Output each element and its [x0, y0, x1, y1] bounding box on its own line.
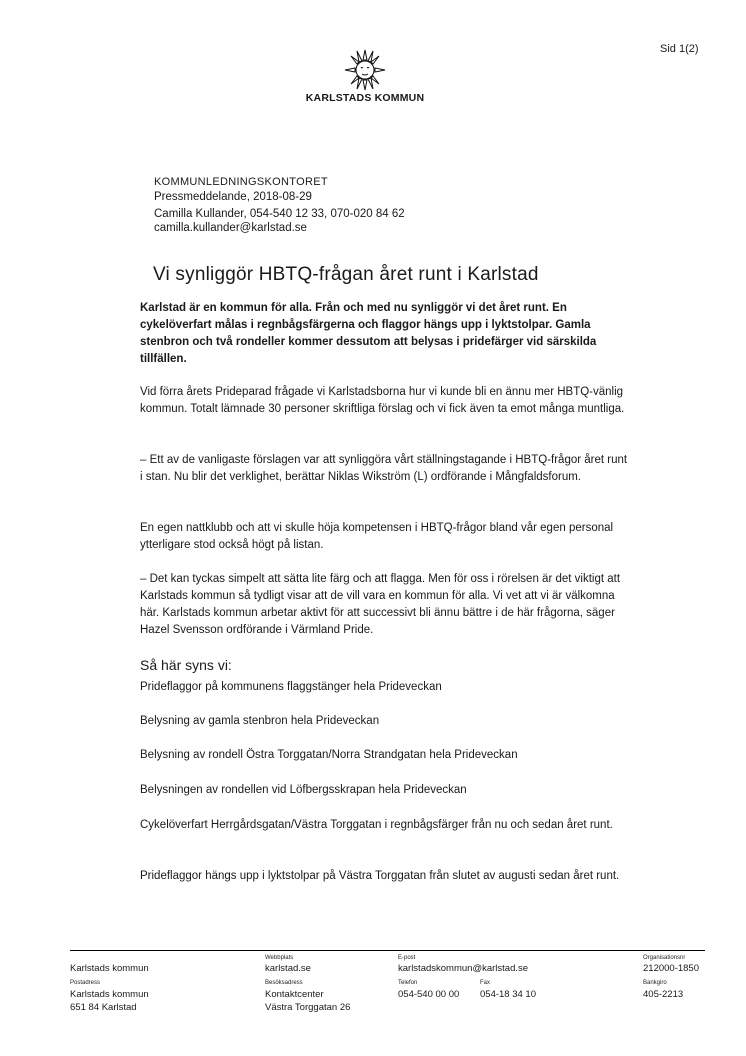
bankgiro-value: 405-2213: [643, 989, 684, 1000]
body-paragraph: – Ett av de vanligaste förslagen var att synliggöra vårt ställningstagande i HBTQ-frågor året runt i stan. Nu blir det verklighet, berättar Niklas Wikström (L) ordförande i Mångfaldsforum.: [140, 454, 628, 483]
list-item: Belysning av rondell Östra Torggatan/Norra Strandgatan hela Prideveckan: [140, 749, 518, 761]
body-paragraph: En egen nattklubb och att vi skulle höja kompetensen i HBTQ-frågor bland vår egen personal ytterligare stod också högt på listan.: [140, 522, 614, 551]
visit-label: Besöksadress: [265, 980, 303, 986]
doc-type-date: Pressmeddelande, 2018-08-29: [154, 191, 312, 203]
phone-label: Telefon: [398, 980, 418, 986]
org-value: 212000-1850: [643, 963, 699, 974]
page-number: Sid 1(2): [660, 43, 699, 55]
postal-line1: Karlstads kommun: [70, 989, 149, 1000]
visit-line2: Västra Torggatan 26: [265, 1002, 351, 1013]
postal-label: Postadress: [70, 980, 101, 986]
org-logo-text: KARLSTADS KOMMUN: [305, 92, 425, 104]
web-label: Webbplats: [265, 955, 294, 961]
section-heading: Så här syns vi:: [140, 657, 232, 673]
email-label: E-post: [398, 955, 416, 961]
email-value[interactable]: karlstadskommun@karlstad.se: [398, 963, 529, 974]
body-paragraph: – Det kan tyckas simpelt att sätta lite färg och att flagga. Men för oss i rörelsen är det viktigt att Karlstads kommun så tydligt visar att de vill vara en kommun för alla. Vi vet att vi är välkomna här. Karlstads kommun arbetar aktivt för att successivt bli ännu bättre i de här frågorna, säger Hazel Svensson ordförande i Värmland Pride.: [140, 573, 621, 636]
fax-label: Fax: [480, 980, 491, 986]
contact-line: Camilla Kullander, 054-540 12 33, 070-020 84 62: [154, 208, 405, 220]
bankgiro-label: Bankgiro: [643, 980, 667, 986]
web-value[interactable]: karlstad.se: [265, 963, 311, 974]
contact-email[interactable]: camilla.kullander@karlstad.se: [154, 222, 307, 234]
sun-logo-icon: [342, 46, 388, 92]
fax-value: 054-18 34 10: [480, 989, 536, 1000]
org-label: Organisationsnr: [643, 955, 686, 961]
footer-divider: [70, 950, 705, 951]
intro-paragraph: Karlstad är en kommun för alla. Från och med nu synliggör vi det året runt. En cykelöverfart målas i regnbågsfärgerna och flaggor hängs upp i lyktstolpar. Gamla stenbron och två rondeller kommer dessutom att belysas i pridefärger vid särskilda tillfällen.: [140, 302, 597, 365]
postal-line2: 651 84 Karlstad: [70, 1002, 137, 1013]
page-title: Vi synliggör HBTQ-frågan året runt i Karlstad: [153, 264, 539, 285]
visit-line1: Kontaktcenter: [265, 989, 324, 1000]
list-item: Prideflaggor hängs upp i lyktstolpar på Västra Torggatan från slutet av augusti sedan året runt.: [140, 870, 620, 882]
list-item: Belysningen av rondellen vid Löfbergsskrapan hela Prideveckan: [140, 784, 467, 796]
list-item: Prideflaggor på kommunens flaggstänger hela Prideveckan: [140, 681, 442, 693]
phone-value: 054-540 00 00: [398, 989, 460, 1000]
footer-name: Karlstads kommun: [70, 963, 149, 974]
list-item: Cykelöverfart Herrgårdsgatan/Västra Torggatan i regnbågsfärger från nu och sedan året runt.: [140, 819, 613, 831]
list-item: Belysning av gamla stenbron hela Prideveckan: [140, 715, 380, 727]
body-paragraph: Vid förra årets Prideparad frågade vi Karlstadsborna hur vi kunde bli en ännu mer HBTQ-vänlig kommun. Totalt lämnade 30 personer skriftliga förslag och vi fick även ta emot många muntliga.: [140, 386, 625, 415]
department: KOMMUNLEDNINGSKONTORET: [154, 176, 328, 188]
